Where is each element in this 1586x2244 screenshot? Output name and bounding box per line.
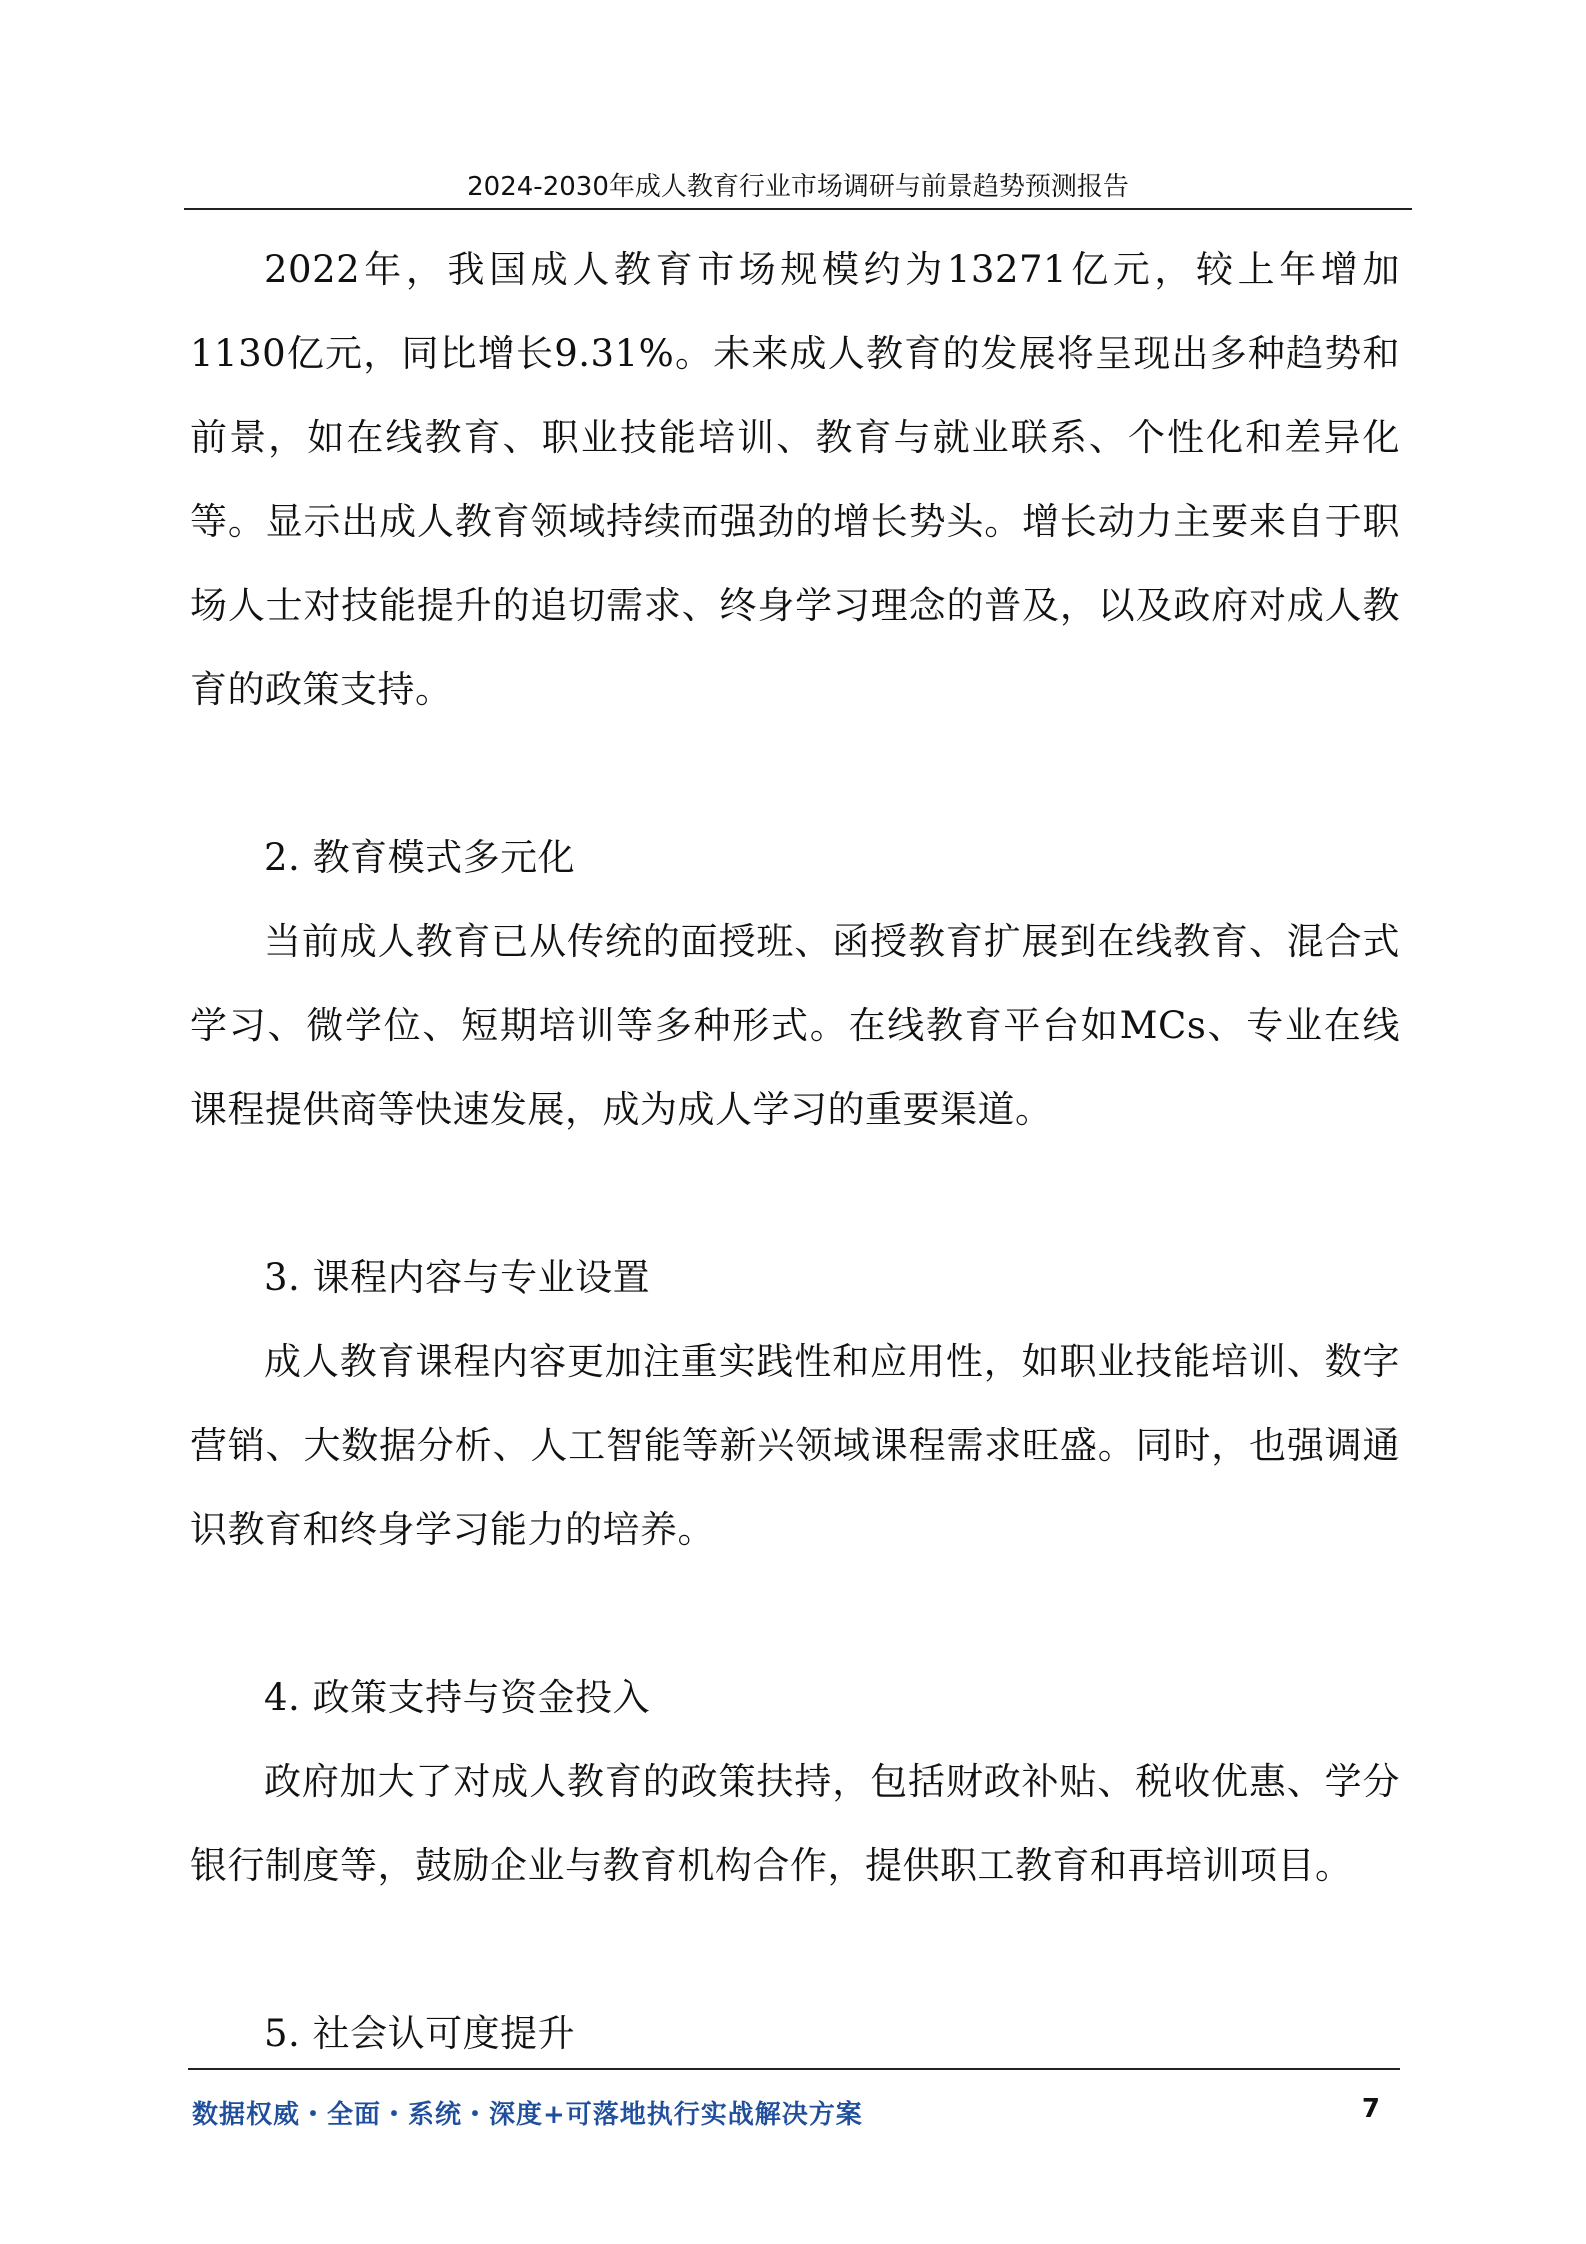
page-header-title: 2024-2030年成人教育行业市场调研与前景趋势预测报告 [467,172,1129,202]
intro-paragraph: 2022年，我国成人教育市场规模约为13271亿元，较上年增加1130亿元，同比增长9.31%。未来成人教育的发展将呈现出多种趋势和前景，如在线教育、职业技能培训、教育与就业联系、个性化和差异化等。显示出成人教育领域持续而强劲的增长势头。增长动力主要来自于职场人士对技能提升的追切需求、终身学习理念的普及，以及政府对成人教育的政策支持。 [190,248,1400,711]
section-heading-policy-funding: 4. 政策支持与资金投入 [264,1676,651,1719]
document-body [190,228,1400,2076]
footer-slogan: 数据权威・全面・系统・深度+可落地执行实战解决方案 [192,2100,863,2130]
section-body-education-modes: 当前成人教育已从传统的面授班、函授教育扩展到在线教育、混合式学习、微学位、短期培训等多种形式。在线教育平台如MCs、专业在线课程提供商等快速发展，成为成人学习的重要渠道。 [190,920,1400,1131]
page-number: 7 [1361,2094,1380,2124]
section-heading-education-modes: 2. 教育模式多元化 [264,836,576,879]
footer-divider [188,2068,1400,2070]
section-heading-social-recognition: 5. 社会认可度提升 [264,2012,576,2055]
section-heading-curriculum: 3. 课程内容与专业设置 [264,1256,651,1299]
section-body-curriculum: 成人教育课程内容更加注重实践性和应用性，如职业技能培训、数字营销、大数据分析、人工智能等新兴领域课程需求旺盛。同时，也强调通识教育和终身学习能力的培养。 [190,1340,1400,1551]
section-body-policy-funding: 政府加大了对成人教育的政策扶持，包括财政补贴、税收优惠、学分银行制度等，鼓励企业与教育机构合作，提供职工教育和再培训项目。 [190,1760,1400,1887]
header-divider [184,208,1412,210]
